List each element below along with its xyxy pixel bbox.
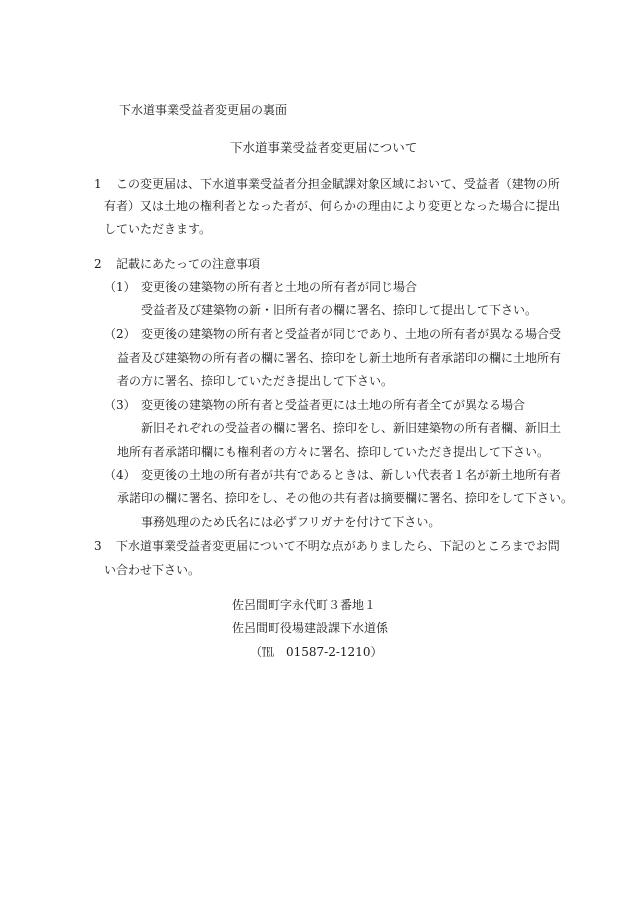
item-number: （4） (104, 468, 136, 482)
section3-line: い合わせ下さい。 (104, 563, 201, 577)
item-line: 変更後の建築物の所有者と土地の所有者が同じ場合 (141, 280, 418, 294)
item-line: 変更後の建築物の所有者と受益者更には土地の所有者全てが異なる場合 (141, 398, 526, 412)
item-line: 変更後の土地の所有者が共有であるときは、新しい代表者１名が新土地所有者 (141, 468, 562, 482)
section3-line: 下水道事業受益者変更届について不明な点がありましたら、下記のところまでお問 (116, 539, 560, 553)
section1-line: していただきます。 (104, 222, 212, 236)
section1-line: 有者）又は土地の権利者となった者が、何らかの理由により変更となった場合に提出 (104, 199, 561, 213)
item-number: （3） (104, 398, 136, 412)
section2-heading: 記載にあたっての注意事項 (116, 257, 261, 271)
header-note: 下水道事業受益者変更届の裏面 (119, 103, 288, 117)
contact-office: 佐呂間町役場建設課下水道係 (232, 621, 389, 635)
item-line: 変更後の建築物の所有者と受益者が同じであり、土地の所有者が異なる場合受 (141, 327, 562, 341)
section-number: 3 (94, 539, 102, 553)
item-line: 新旧それぞれの受益者の欄に署名、捺印をし、新旧建築物の所有者欄、新旧土 (141, 421, 562, 435)
item-line: 事務処理のため氏名には必ずフリガナを付けて下さい。 (141, 515, 441, 529)
document-title: 下水道事業受益者変更届について (230, 140, 418, 155)
item-line: 者の方に署名、捺印していただき提出して下さい。 (117, 374, 394, 388)
item-line: 地所有者承諾印欄にも権利者の方々に署名、捺印していただき提出して下さい。 (117, 445, 550, 459)
section1-line: この変更届は、下水道事業受益者分担金賦課対象区域において、受益者（建物の所 (116, 177, 560, 191)
item-line: 益者及び建築物の所有者の欄に署名、捺印をし新土地所有者承諾印の欄に土地所有 (117, 351, 562, 365)
section-number: 1 (94, 177, 102, 191)
item-number: （2） (104, 327, 136, 341)
item-line: 受益者及び建築物の新・旧所有者の欄に署名、捺印して提出して下さい。 (141, 303, 538, 317)
section-number: 2 (94, 257, 102, 271)
item-line: 承諾印の欄に署名、捺印をし、その他の共有者は摘要欄に署名、捺印をして下さい。 (117, 491, 574, 505)
contact-address: 佐呂間町字永代町３番地１ (232, 598, 377, 612)
item-number: （1） (104, 280, 136, 294)
contact-phone: （℡ 01587-2-1210） (250, 645, 383, 659)
